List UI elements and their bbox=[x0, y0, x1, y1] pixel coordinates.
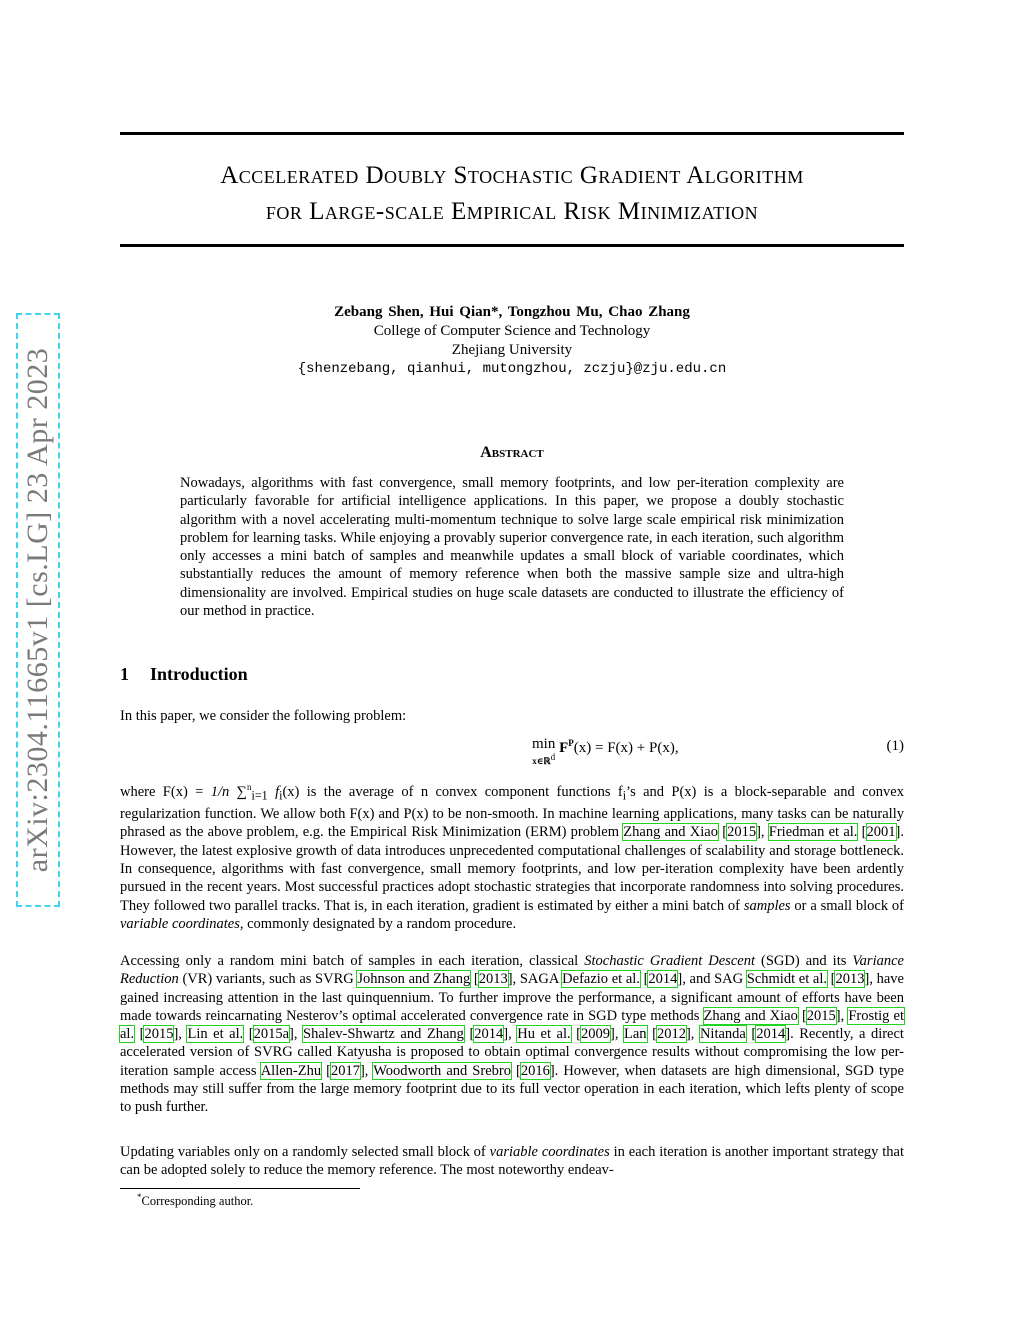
title-bottom-rule bbox=[120, 244, 904, 247]
citation-link[interactable]: Lan bbox=[624, 1026, 647, 1043]
citation-year-link[interactable]: 2015a bbox=[253, 1026, 290, 1043]
citation-link[interactable]: Woodworth and Srebro bbox=[373, 1062, 511, 1079]
title-top-rule bbox=[120, 132, 904, 135]
footnote: *Corresponding author. bbox=[137, 1192, 254, 1209]
citation-year-link[interactable]: 2017 bbox=[330, 1062, 360, 1079]
paragraph-2: Accessing only a random mini batch of samples in each iteration, classical Stochastic Gradient Descent (SGD) and its Variance Reduction (VR) variants, such as SVRG Johnson and Zhang [2013], SAGA Defazio et al. [2014], and SAG Schmidt et al. [2013], have gained increasing attention in the last quinquennium. To further improve the performance, a significant amount of efforts have been made towards reincarnating Nesterov’s optimal accelerated convergence rate in SGD type methods Zhang and Xiao [2015], Frostig et al. [2015], Lin et al. [2015a], Shalev-Shwartz and Zhang [2014], Hu et al. [2009], Lan [2012], Nitanda [2014]. Recently, a direct accelerated version of SVRG called Katyusha is proposed to obtain optimal convergence results without compromising the low per-iteration sample access Allen-Zhu [2017], Woodworth and Srebro [2016]. However, when datasets are high dimensional, SGD type methods may still suffer from the large memory footprint due to its full vector operation in each iteration, which lefts plenty of scope to push further. bbox=[120, 953, 904, 1116]
paragraph-1: where F(x) = 1/n ∑$^n_{i=1}$ $f_i(x)$ is the average of n convex component functions $f_i’s$ and P(x) is a block-separable and convex regularization function. We allow both F(x) and P(x) to be non-smooth. In machine learning applications, many tasks can be naturally phrased as the above problem, e.g. the Empirical Risk Minimization (ERM) problem Zhang and Xiao [2015], Friedman et al. [2001]. However, the latest explosive growth of data introduces unprecedented computational challenges of scalability and storage bottleneck. In consequence, algorithms with fast convergence, small memory footprints, and low per-iteration complexity have been ardently pursued in the recent years. Most successful practices adopt stochastic strategies that incorporate randomness into solving procedures. They followed two parallel tracks. That is, in each iteration, gradient is estimated by either a mini batch of samples or a small block of variable coordinates, commonly designated by a random procedure. bbox=[120, 782, 904, 932]
footnote-rule bbox=[120, 1188, 360, 1189]
equation-number: (1) bbox=[886, 738, 904, 754]
citation-year-link[interactable]: 2013 bbox=[835, 971, 865, 988]
abstract-text: Nowadays, algorithms with fast convergence, small memory footprints, and low per-iteration complexity are particularly favorable for artificial intelligence applications. In this paper, we propose a doubly stochastic algorithm with a novel accelerating multi-momentum technique to solve large scale empirical risk minimization problem for learning tasks. While enjoying a provably superior convergence rate, in each iteration, such algorithm only accesses a mini batch of samples and meanwhile updates a small block of variable coordinates, which substantially reduces the amount of memory reference when both the massive sample size and ultra-high dimensionality are involved. Empirical studies on huge scale datasets are conducted to illustrate the efficiency of our method in practice. bbox=[180, 475, 844, 620]
citation-link[interactable]: Zhang and Xiao bbox=[703, 1007, 798, 1024]
citation-year-link[interactable]: 2014 bbox=[756, 1026, 786, 1043]
citation-year-link[interactable]: 2012 bbox=[656, 1026, 686, 1043]
section-heading-introduction bbox=[120, 664, 248, 685]
author-emails: {shenzebang, qianhui, mutongzhou, zczju}@zju.edu.cn bbox=[297, 361, 727, 377]
section-number: 1 bbox=[120, 664, 129, 684]
arxiv-identifier-link[interactable]: arXiv:2304.11665v1 [cs.LG] 23 Apr 2023 bbox=[18, 315, 58, 905]
affiliation: College of Computer Science and Technology bbox=[373, 323, 651, 339]
citation-year-link[interactable]: 2013 bbox=[478, 971, 508, 988]
title-line-2: for Large-scale Empirical Risk Minimization bbox=[265, 198, 759, 225]
section-title: Introduction bbox=[150, 664, 248, 684]
citation-link[interactable]: Shalev-Shwartz and Zhang bbox=[303, 1026, 464, 1043]
citation-link[interactable]: Schmidt et al. bbox=[746, 971, 827, 988]
paper-title bbox=[120, 158, 904, 230]
equation-rhs: (x) = F(x) + P(x), bbox=[573, 740, 679, 756]
citation-link[interactable]: Friedman et al. bbox=[768, 824, 858, 841]
equation-min: min x∈ℝ$^d$ bbox=[532, 736, 556, 766]
citation-link[interactable]: Defazio et al. bbox=[562, 971, 640, 988]
university: Zhejiang University bbox=[451, 342, 573, 358]
citation-link[interactable]: Frostig et al. bbox=[120, 1007, 904, 1043]
citation-link[interactable]: Zhang and Xiao bbox=[623, 824, 718, 841]
intro-sentence: In this paper, we consider the following problem: bbox=[120, 708, 407, 724]
citation-year-link[interactable]: 2009 bbox=[581, 1026, 611, 1043]
paragraph-3: Updating variables only on a randomly selected small block of variable coordinates in each iteration is another important strategy that can be adopted solely to reduce the memory reference. The most noteworthy endeav- bbox=[120, 1144, 905, 1179]
citation-year-link[interactable]: 2001 bbox=[866, 824, 896, 841]
citation-year-link[interactable]: 2015 bbox=[144, 1026, 174, 1043]
citation-link[interactable]: Nitanda bbox=[699, 1026, 746, 1043]
citation-link[interactable]: Johnson and Zhang bbox=[357, 971, 471, 988]
citation-year-link[interactable]: 2015 bbox=[806, 1007, 836, 1024]
citation-year-link[interactable]: 2016 bbox=[520, 1062, 550, 1079]
abstract-heading: Abstract bbox=[480, 444, 544, 461]
citation-link[interactable]: Hu et al. bbox=[517, 1026, 571, 1043]
citation-link[interactable]: Lin et al. bbox=[187, 1026, 244, 1043]
citation-link[interactable]: Allen-Zhu bbox=[260, 1062, 322, 1079]
author-names: Zebang Shen, Hui Qian*, Tongzhou Mu, Chao Zhang bbox=[334, 304, 690, 320]
citation-year-link[interactable]: 2015 bbox=[727, 824, 757, 841]
citation-year-link[interactable]: 2014 bbox=[474, 1026, 504, 1043]
citation-year-link[interactable]: 2014 bbox=[648, 971, 678, 988]
author-block bbox=[120, 303, 904, 379]
title-line-1: Accelerated Doubly Stochastic Gradient Algorithm bbox=[220, 162, 804, 189]
equation-1: min x∈ℝ$^d$ $F^P(x) = F(x) + P(x)$, (1) bbox=[532, 736, 904, 766]
